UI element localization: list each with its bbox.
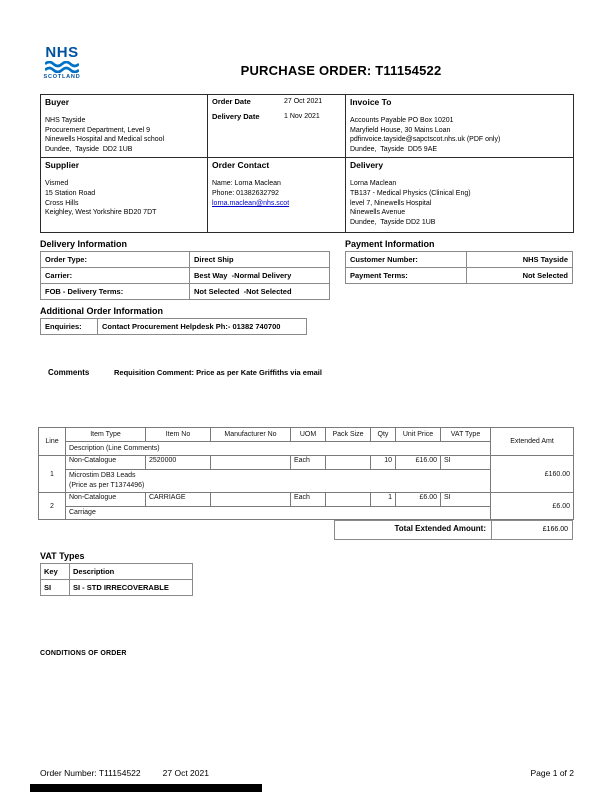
payment-information-section xyxy=(345,239,573,284)
additional-order-information-table xyxy=(40,318,307,335)
pack-size-cell xyxy=(326,493,371,507)
vat-type-cell: SI xyxy=(441,493,491,507)
description-line: Carriage xyxy=(69,509,96,517)
order-contact-email-link[interactable]: lorna.maclean@nhs.scot xyxy=(212,199,290,207)
payment-terms-label: Payment Terms: xyxy=(346,268,467,284)
uom-cell: Each xyxy=(291,493,326,507)
invoice-email-line: pdfinvoice.tayside@sapctscot.nhs.uk (PDF only) xyxy=(350,136,501,144)
item-no-cell: 2520000 xyxy=(146,456,211,470)
additional-order-information-title: Additional Order Information xyxy=(40,306,163,316)
vat-type-header: VAT Type xyxy=(441,428,491,442)
table-row xyxy=(41,252,330,268)
vat-types-title: VAT Types xyxy=(40,551,85,561)
supplier-address-line: Keighley, West Yorkshire BD20 7DT xyxy=(45,209,157,217)
order-header-table xyxy=(40,94,574,233)
table-row xyxy=(346,268,573,284)
bottom-black-bar xyxy=(30,784,262,792)
comments-label: Comments xyxy=(48,368,90,377)
table-row xyxy=(41,268,330,284)
invoice-address-line: Accounts Payable PO Box 10201 xyxy=(350,116,454,124)
delivery-address-line: level 7, Ninewells Hospital xyxy=(350,199,432,207)
item-type-header: Item Type xyxy=(66,428,146,442)
vat-types-section xyxy=(40,551,193,596)
comments-section xyxy=(48,368,322,377)
order-contact-phone: Phone: 01382632792 xyxy=(212,189,279,197)
item-no-cell: CARRIAGE xyxy=(146,493,211,507)
delivery-information-title: Delivery Information xyxy=(40,239,128,249)
invoice-to-cell xyxy=(346,95,574,158)
payment-terms-value: Not Selected xyxy=(467,268,573,284)
table-row xyxy=(41,284,330,300)
manufacturer-no-cell xyxy=(211,493,291,507)
delivery-cell xyxy=(346,158,574,233)
vat-key-cell: SI xyxy=(41,580,70,596)
footer-date: 27 Oct 2021 xyxy=(162,768,209,778)
nhs-logo-text: NHS xyxy=(45,44,79,61)
order-date-row xyxy=(212,97,341,108)
customer-number-value: NHS Tayside xyxy=(467,252,573,268)
buyer-address-line: NHS Tayside xyxy=(45,116,86,124)
payment-information-table xyxy=(345,251,573,284)
delivery-date-value: 1 Nov 2021 xyxy=(284,112,320,120)
supplier-cell xyxy=(41,158,208,233)
description-cell xyxy=(66,470,491,493)
uom-header: UOM xyxy=(291,428,326,442)
delivery-information-section xyxy=(40,239,330,300)
footer-order-number: Order Number: T11154522 xyxy=(40,768,141,778)
description-header: Description (Line Comments) xyxy=(66,442,491,456)
supplier-address-line: Vismed xyxy=(45,179,69,187)
nhs-logo-region-text: SCOTLAND xyxy=(43,74,81,80)
additional-order-information-section xyxy=(40,306,307,335)
description-line: (Price as per T1374496) xyxy=(69,482,145,490)
buyer-address-line: Procurement Department, Level 9 xyxy=(45,126,151,134)
description-line: Microstim DB3 Leads xyxy=(69,472,136,479)
total-extended-amount-value: £166.00 xyxy=(491,520,573,540)
order-contact-cell xyxy=(208,158,346,233)
supplier-address-line: 15 Station Road xyxy=(45,189,96,197)
manufacturer-no-header: Manufacturer No xyxy=(211,428,291,442)
customer-number-label: Customer Number: xyxy=(346,252,467,268)
qty-header: Qty xyxy=(371,428,396,442)
uom-cell: Each xyxy=(291,456,326,470)
dates-cell xyxy=(208,95,346,158)
extended-amt-cell: £160.00 xyxy=(491,456,574,493)
extended-amt-header: Extended Amt xyxy=(491,428,574,456)
invoice-address-line: Dundee, Tayside DD5 9AE xyxy=(350,146,438,154)
payment-information-title: Payment Information xyxy=(345,239,435,249)
buyer-address-line: Dundee, Tayside DD2 1UB xyxy=(45,146,133,154)
order-date-label: Order Date xyxy=(212,97,251,106)
comments-text: Requisition Comment: Price as per Kate Griffiths via email xyxy=(114,368,322,377)
vat-type-cell: SI xyxy=(441,456,491,470)
order-contact-label: Order Contact xyxy=(212,160,270,171)
item-type-cell: Non-Catalogue xyxy=(66,456,146,470)
pack-size-header: Pack Size xyxy=(326,428,371,442)
unit-price-cell: £16.00 xyxy=(396,456,441,470)
buyer-cell xyxy=(41,95,208,158)
supplier-label: Supplier xyxy=(45,160,80,171)
line-header: Line xyxy=(39,428,66,456)
fob-terms-label: FOB - Delivery Terms: xyxy=(41,284,190,300)
supplier-address-line: Cross Hills xyxy=(45,199,79,207)
order-type-label: Order Type: xyxy=(41,252,190,268)
page-title: PURCHASE ORDER: T11154522 xyxy=(240,63,442,78)
item-no-header: Item No xyxy=(146,428,211,442)
footer-left xyxy=(40,768,231,778)
delivery-address-line: Ninewells Avenue xyxy=(350,209,406,217)
table-row xyxy=(346,252,573,268)
invoice-address-line: Maryfield House, 30 Mains Loan xyxy=(350,126,451,134)
carrier-value: Best Way -Normal Delivery xyxy=(190,268,330,284)
qty-cell: 1 xyxy=(371,493,396,507)
conditions-of-order-text: CONDITIONS OF ORDER xyxy=(40,650,127,657)
buyer-address-line: Ninewells Hospital and Medical school xyxy=(45,136,165,144)
page-footer xyxy=(40,768,574,778)
delivery-information-table xyxy=(40,251,330,300)
enquiries-value: Contact Procurement Helpdesk Ph:- 01382 740700 xyxy=(98,319,307,335)
table-row xyxy=(41,319,307,335)
order-type-value: Direct Ship xyxy=(190,252,330,268)
vat-types-table xyxy=(40,563,193,596)
buyer-label: Buyer xyxy=(45,97,70,107)
line-number: 2 xyxy=(39,493,66,520)
footer-page-number: Page 1 of 2 xyxy=(530,768,574,778)
total-extended-amount-label: Total Extended Amount: xyxy=(334,520,491,540)
pack-size-cell xyxy=(326,456,371,470)
extended-amt-cell: £6.00 xyxy=(491,493,574,520)
line-items-table xyxy=(38,427,574,520)
invoice-to-label: Invoice To xyxy=(350,97,392,107)
table-row xyxy=(41,564,193,580)
delivery-address-line: TB137 - Medical Physics (Clinical Eng) xyxy=(350,189,471,197)
description-cell xyxy=(66,507,491,520)
fob-terms-value: Not Selected -Not Selected xyxy=(190,284,330,300)
total-extended-amount-row xyxy=(38,520,573,540)
qty-cell: 10 xyxy=(371,456,396,470)
vat-key-header: Key xyxy=(41,564,70,580)
unit-price-header: Unit Price xyxy=(396,428,441,442)
table-row xyxy=(39,493,574,507)
vat-description-header: Description xyxy=(70,564,193,580)
manufacturer-no-cell xyxy=(211,456,291,470)
delivery-date-label: Delivery Date xyxy=(212,111,260,121)
delivery-date-row xyxy=(212,112,341,123)
vat-description-cell: SI - STD IRRECOVERABLE xyxy=(70,580,193,596)
table-row xyxy=(41,580,193,596)
table-row xyxy=(39,456,574,470)
delivery-address-line: Dundee, Tayside DD2 1UB xyxy=(350,219,436,227)
delivery-label: Delivery xyxy=(350,160,384,171)
order-contact-name: Name: Lorna Maclean xyxy=(212,179,281,187)
carrier-label: Carrier: xyxy=(41,268,190,284)
delivery-address-line: Lorna Maclean xyxy=(350,179,397,187)
item-type-cell: Non-Catalogue xyxy=(66,493,146,507)
items-header-row xyxy=(39,428,574,442)
enquiries-label: Enquiries: xyxy=(41,319,98,335)
unit-price-cell: £6.00 xyxy=(396,493,441,507)
line-number: 1 xyxy=(39,456,66,493)
order-date-value: 27 Oct 2021 xyxy=(284,98,323,105)
